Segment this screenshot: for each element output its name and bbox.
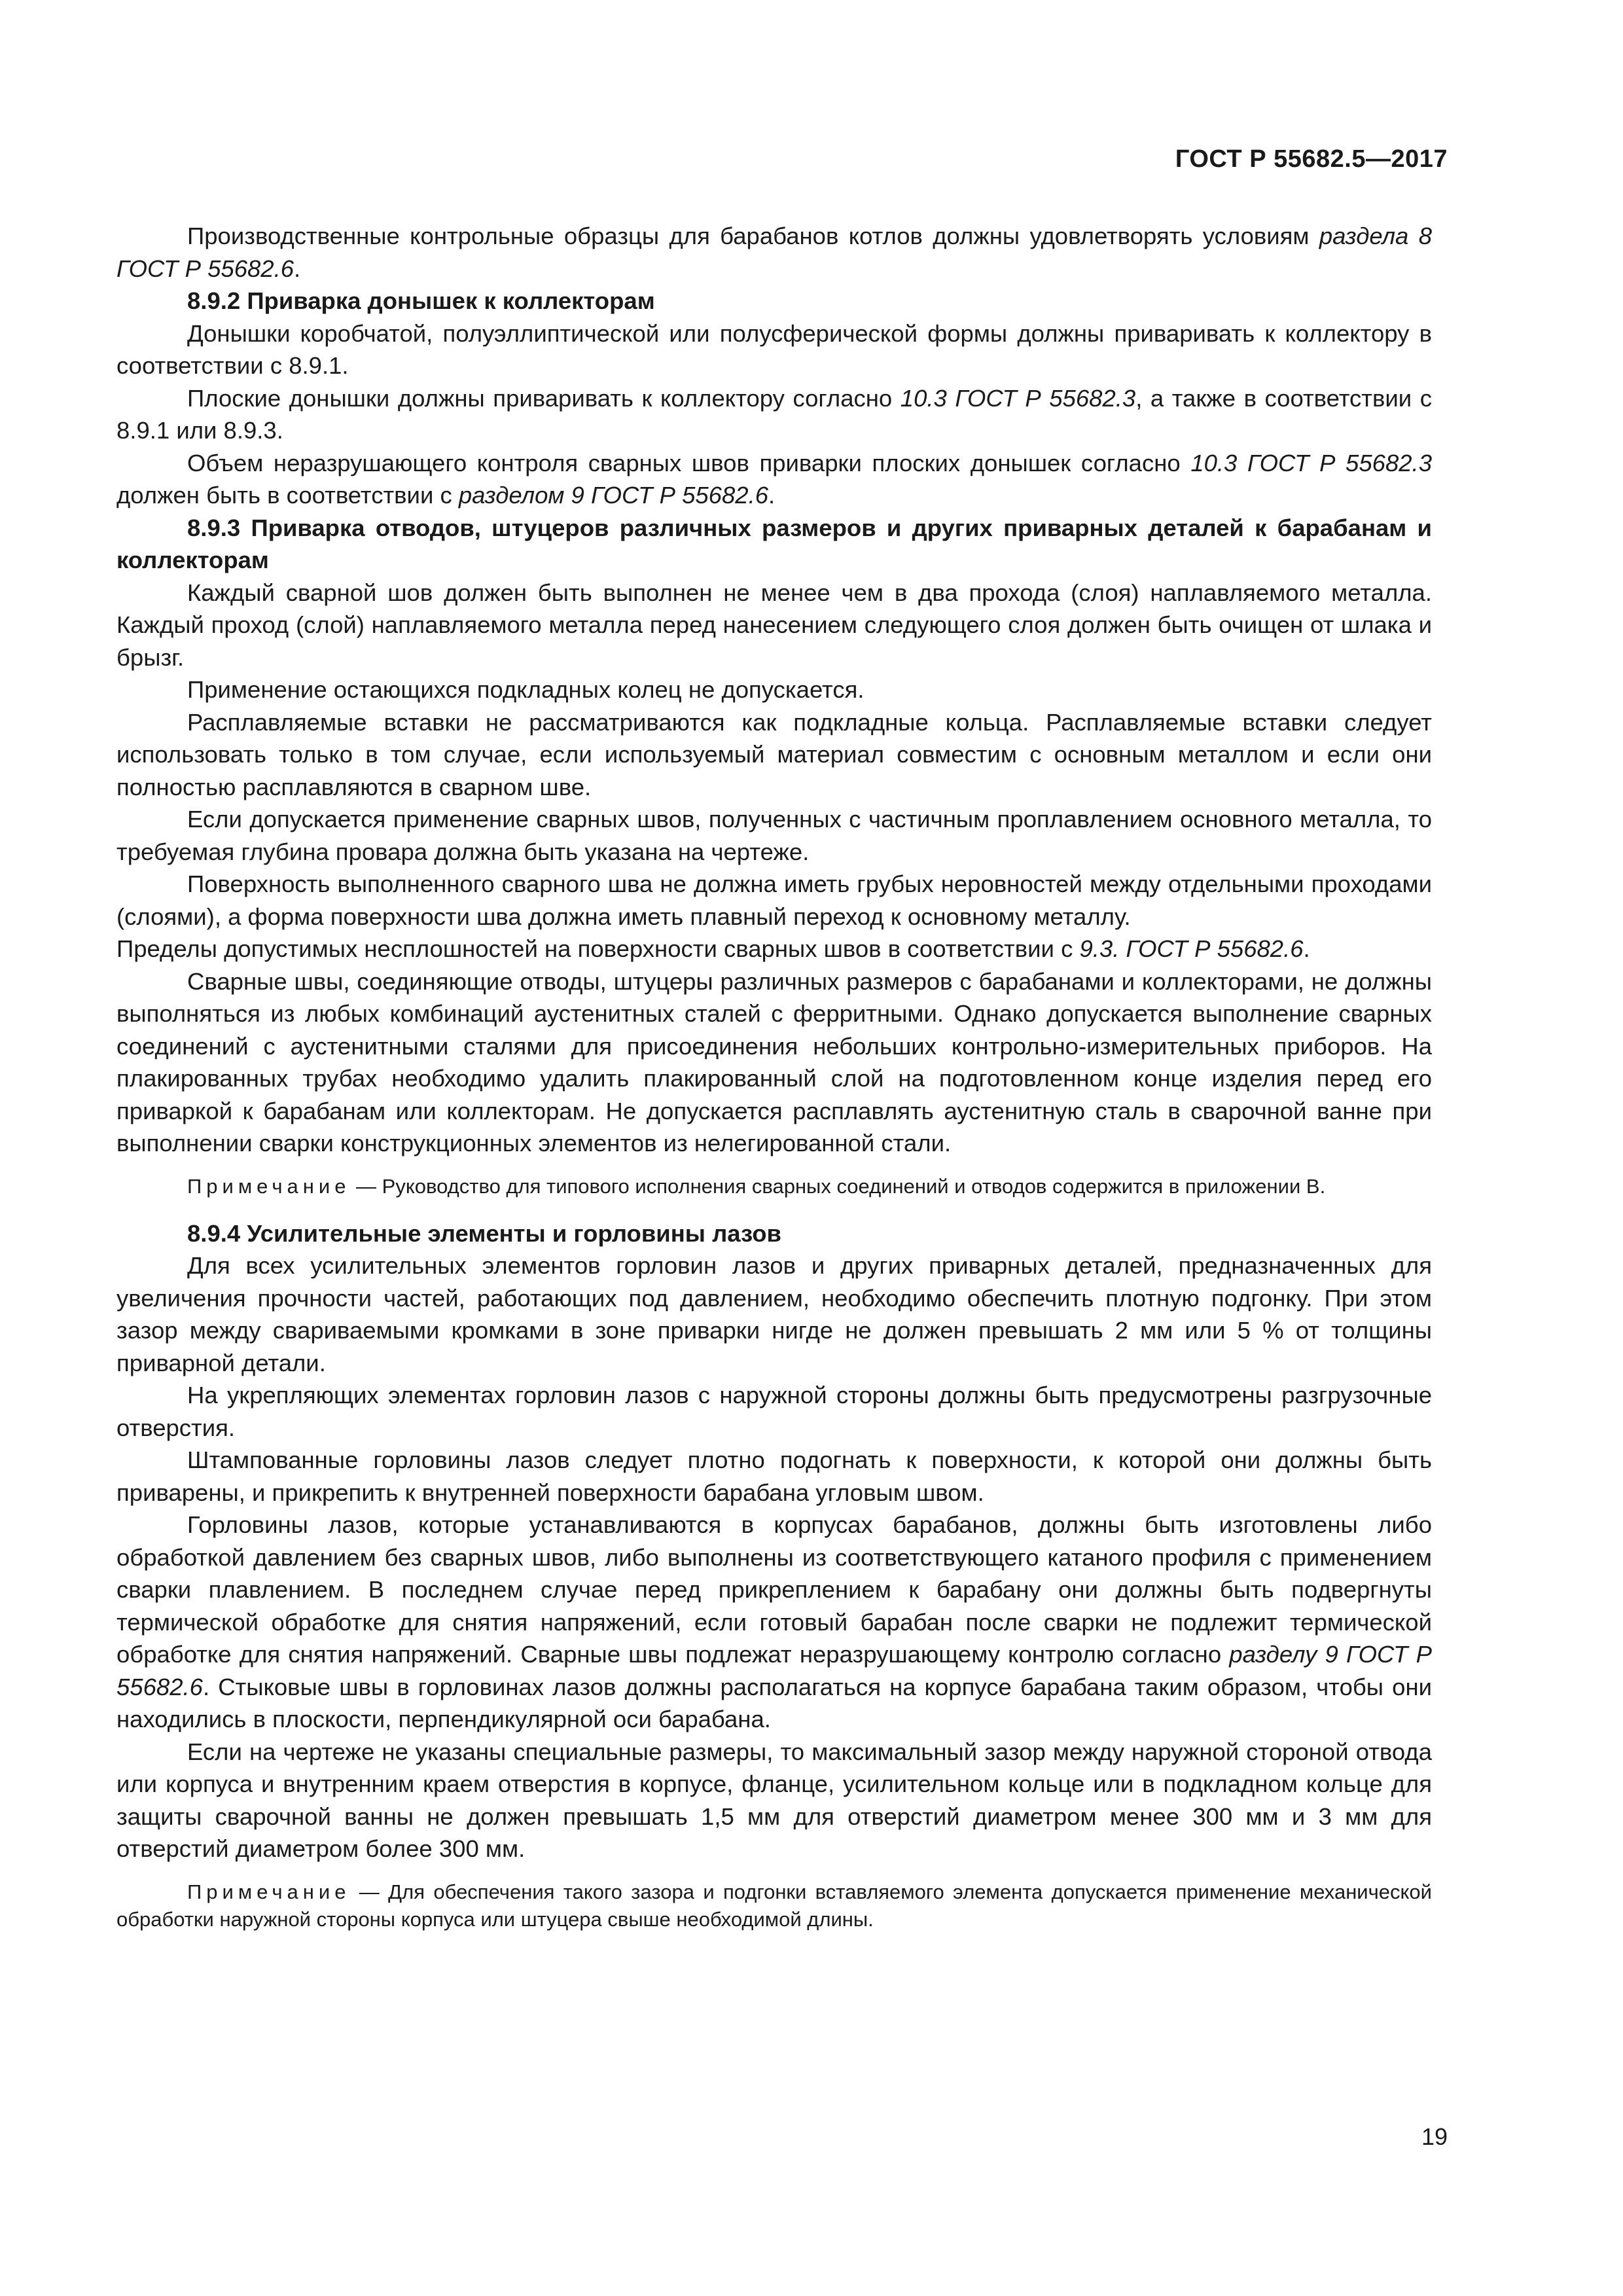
paragraph: Донышки коробчатой, полуэллиптической или полусферической формы должны приваривать к коллектору в соответствии с 8.9.1. — [116, 319, 1432, 379]
paragraph: Сварные швы, соединяющие отводы, штуцеры различных размеров с барабанами и коллекторами, не должны выполняться из любых комбинаций аустенитных сталей с ферритными. Однако допускается выполнение сварных соединений с аустенитными сталями для присоединения небольших контрольно-измерительных приборов. На плакированных трубах необходимо удалить плакированный слой на подготовленном конце изделия перед его приваркой к барабанам или коллекторам. Не допускается расплавлять аустенитную сталь в сварочной ванне при выполнении сварки конструкционных элементов из нелегированной стали. — [116, 967, 1432, 1157]
paragraph: Расплавляемые вставки не рассматриваются как подкладные кольца. Расплавляемые вставки следует использовать только в том случае, если используемый материал совместим с основным металлом и если они полностью расплавляются в сварном шве. — [116, 708, 1432, 800]
paragraph: Горловины лазов, которые устанавливаются в корпусах барабанов, должны быть изготовлены либо обработкой давлением без сварных швов, либо выполнены из соответствующего катаного профиля с применением сварки плавлением. В последнем случае перед прикреплением к барабану они должны быть подвергнуты термической обработке для снятия напряжений, если готовый барабан после сварки не подлежит термической обработке для снятия напряжений. Сварные швы подлежат неразрушающему контролю согласно разделу 9 ГОСТ Р 55682.6. Стыковые швы в горловинах лазов должны располагаться на корпусе барабана таким образом, чтобы они находились в плоскости, перпендикулярной оси барабана. — [116, 1511, 1432, 1732]
paragraph: Для всех усилительных элементов горловин лазов и других приварных деталей, предназначенных для увеличения прочности частей, работающих под давлением, необходимо обеспечить плотную подгонку. При этом зазор между свариваемыми кромками в зоне приварки нигде не должен превышать 2 мм или 5 % от толщины приварной детали. — [116, 1252, 1432, 1376]
paragraph: Если допускается применение сварных швов, полученных с частичным проплавлением основного металла, то требуемая глубина провара должна быть указана на чертеже. — [116, 806, 1432, 865]
reference: 9.3. ГОСТ Р 55682.6 — [1079, 935, 1304, 962]
paragraph: Объем неразрушающего контроля сварных швов приварки плоских донышек согласно 10.3 ГОСТ Р 55682.3 должен быть в соответствии с разделом 9 ГОСТ Р 55682.6. — [116, 449, 1432, 509]
reference: 10.3 ГОСТ Р 55682.3 — [900, 384, 1136, 412]
paragraph: Поверхность выполненного сварного шва не должна иметь грубых неровностей между отдельными проходами (слоями), а форма поверхности шва должна иметь плавный переход к основному металлу. — [116, 870, 1432, 930]
section-heading-8-9-2: 8.9.2 Приварка донышек к коллекторам — [187, 287, 655, 314]
section-heading-8-9-4: 8.9.4 Усилительные элементы и горловины лазов — [187, 1219, 781, 1247]
paragraph: Плоские донышки должны приваривать к коллектору согласно 10.3 ГОСТ Р 55682.3, а также в соответствии с 8.9.1 или 8.9.3. — [116, 384, 1432, 444]
paragraph: Каждый сварной шов должен быть выполнен не менее чем в два прохода (слоя) наплавляемого металла. Каждый проход (слой) наплавляемого металла перед нанесением следующего слоя должен быть очищен от шлака и брызг. — [116, 579, 1432, 671]
paragraph: Пределы допустимых несплошностей на поверхности сварных швов в соответствии с 9.3. ГОСТ Р 55682.6. — [116, 935, 1310, 962]
note: Примечание — Руководство для типового исполнения сварных соединений и отводов содержится в приложении В. — [187, 1174, 1326, 1198]
paragraph: Применение остающихся подкладных колец не допускается. — [187, 676, 865, 703]
document-code-header: ГОСТ Р 55682.5—2017 — [1175, 145, 1448, 173]
reference: 10.3 ГОСТ Р 55682.3 — [1190, 449, 1432, 476]
document-body — [116, 220, 1432, 1950]
paragraph-intro: Производственные контрольные образцы для барабанов котлов должны удовлетворять условиям раздела 8 ГОСТ Р 55682.6. — [116, 223, 1433, 282]
reference: разделом 9 ГОСТ Р 55682.6 — [458, 482, 769, 509]
reference: разделу 9 ГОСТ Р 55682.6 — [116, 1641, 1432, 1700]
paragraph: Штампованные горловины лазов следует плотно подогнать к поверхности, к которой они должны быть приварены, и прикрепить к внутренней поверхности барабана угловым швом. — [116, 1446, 1432, 1506]
paragraph: Если на чертеже не указаны специальные размеры, то максимальный зазор между наружной стороной отвода или корпуса и внутренним краем отверстия в корпусе, фланце, усилительном кольце или в подкладном кольце для защиты сварочной ванны не должен превышать 1,5 мм для отверстий диаметром менее 300 мм и 3 мм для отверстий диаметром более 300 мм. — [116, 1738, 1432, 1862]
note: Примечание — Для обеспечения такого зазора и подгонки вставляемого элемента допускается применение механической обработки наружной стороны корпуса или штуцера свыше необходимой длины. — [116, 1880, 1432, 1931]
note-lead: Примечание — [187, 1880, 351, 1903]
reference: раздела 8 ГОСТ Р 55682.6 — [116, 223, 1433, 282]
section-heading-8-9-3: 8.9.3 Приварка отводов, штуцеров различных размеров и других приварных деталей к барабанам и коллекторам — [116, 514, 1432, 573]
page-number: 19 — [1421, 2123, 1448, 2150]
note-lead: Примечание — [187, 1174, 351, 1198]
paragraph: На укрепляющих элементах горловин лазов с наружной стороны должны быть предусмотрены разгрузочные отверстия. — [116, 1382, 1432, 1441]
